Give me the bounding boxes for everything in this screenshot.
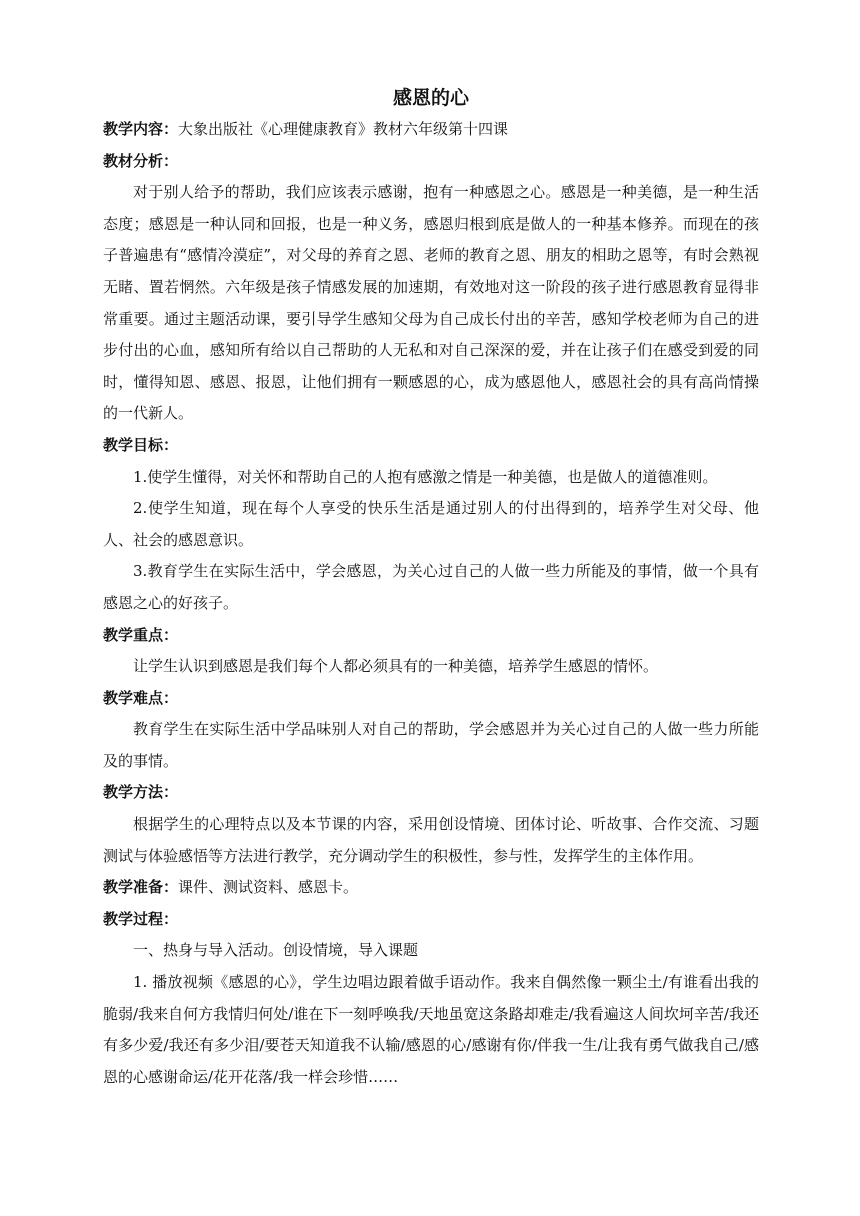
goal-item-2: 2.使学生知道，现在每个人享受的快乐生活是通过别人的付出得到的，培养学生对父母、他人、社会的感恩意识。 [103,499,759,549]
process-step-1: 一、热身与导入活动。创设情境，导入课题 [133,941,419,960]
analysis-paragraph: 对于别人给予的帮助，我们应该表示感谢，抱有一种感恩之心。感恩是一种美德，是一种生活态度；感恩是一种认同和回报，也是一种义务，感恩归根到底是做人的一种基本修养。而现在的孩子普遍患有“感情冷漠症”，对父母的养育之恩、老师的教育之恩、朋友的相助之恩等，有时会熟视无睹、置若惘然。六年级是孩子情感发展的加速期，有效地对这一阶段的孩子进行感恩教育显得非常重要。通过主题活动课，要引导学生感知父母为自己成长付出的辛苦，感知学校老师为自己的进步付出的心血，感知所有给以自己帮助的人无私和对自己深深的爱，并在让孩子们在感受到爱的同时，懂得知恩、感恩、报恩，让他们拥有一颗感恩的心，成为感恩他人，感恩社会的具有高尚情操的一代新人。 [103,183,759,423]
difficulties-paragraph: 教育学生在实际生活中学品味别人对自己的帮助，学会感恩并为关心过自己的人做一些力所能及的事情。 [103,720,759,770]
goal-item-1: 1.使学生懂得，对关怀和帮助自己的人抱有感激之情是一种美德，也是做人的道德准则。 [133,467,718,486]
process-step-1-item-1: 1. 播放视频《感恩的心》，学生边唱边跟着做手语动作。我来自偶然像一颗尘土/有谁看出我的脆弱/我来自何方我情归何处/谁在下一刻呼唤我/天地虽宽这条路却难走/我看遍这人间坎坷辛苦/我还有多少爱/我还有多少泪/要苍天知道我不认输/感恩的心/感谢有你/伴我一生/让我有勇气做我自己/感恩的心感谢命运/花开花落/我一样会珍惜…… [103,973,759,1086]
preparation-line [103,872,759,904]
content-text: 大象出版社《心理健康教育》教材六年级第十四课 [178,120,509,138]
analysis-heading: 教材分析： [103,151,179,170]
key-points-heading: 教学重点： [103,625,179,644]
key-points-paragraph: 让学生认识到感恩是我们每个人都必须具有的一种美德，培养学生感恩的情怀。 [133,657,659,676]
preparation-text: 课件、测试资料、感恩卡。 [178,878,359,897]
content-label: 教学内容： [103,120,179,138]
preparation-label: 教学准备： [103,878,179,897]
document-page [103,84,759,1093]
methods-paragraph: 根据学生的心理特点以及本节课的内容，采用创设情境、团体讨论、听故事、合作交流、习题测试与体验感悟等方法进行教学，充分调动学生的积极性，参与性，发挥学生的主体作用。 [103,815,759,865]
document-title: 感恩的心 [392,87,469,109]
difficulties-heading: 教学难点： [103,688,179,707]
process-heading: 教学过程： [103,909,179,928]
content-line [103,114,759,146]
goal-item-3: 3.教育学生在实际生活中，学会感恩，为关心过自己的人做一些力所能及的事情，做一个具有感恩之心的好孩子。 [103,562,759,612]
methods-heading: 教学方法： [103,783,179,802]
goals-heading: 教学目标： [103,435,179,454]
